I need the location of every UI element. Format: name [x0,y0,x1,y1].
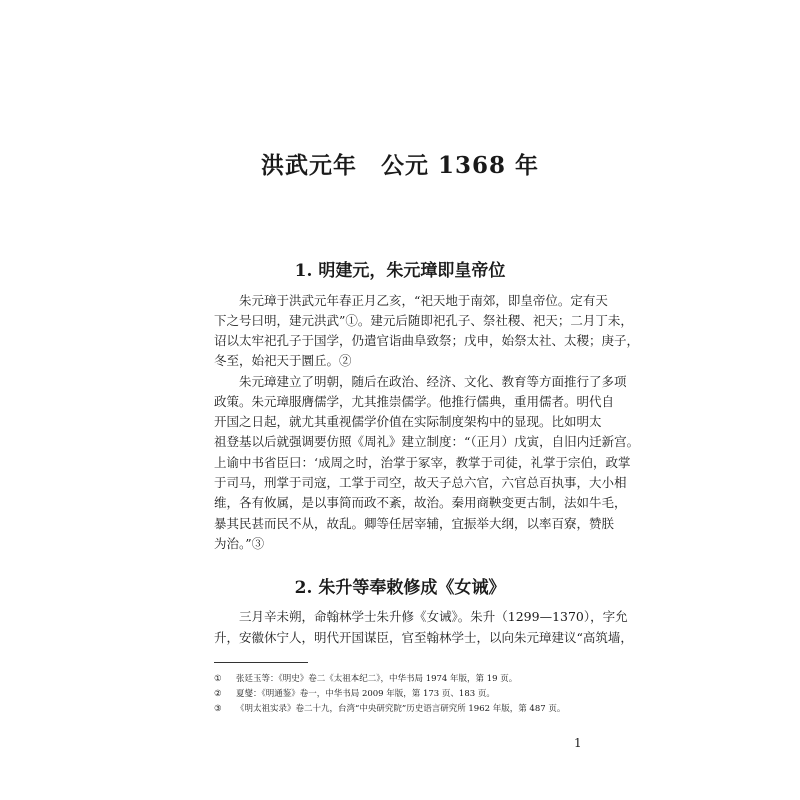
footnote-text: 张廷玉等：《明史》卷二《太祖本纪二》，中华书局 1974 年版，第 19 页。 [236,674,518,684]
page-title: 洪武元年 公元 1368 年 [260,152,540,179]
body-line: 下之号曰明，建元洪武”①。建元后随即祀孔子、祭社稷、祀天；二月丁未， [214,313,633,328]
body-line: 于司马，刑掌于司寇，工掌于司空，故天子总六官，六官总百执事，大小相 [214,475,627,490]
body-line: 朱元璋建立了明朝，随后在政治、经济、文化、教育等方面推行了多项 [214,374,627,389]
footnote-mark: ① [214,674,222,684]
footnote-mark: ② [214,689,222,699]
footnote-1 [214,674,517,685]
body-line: 暴其民甚而民不从，故乱。卿等任居宰辅，宜振举大纲，以率百寮，赞朕 [214,516,615,531]
body-line: 三月辛未朔，命翰林学士朱升修《女诫》。朱升（1299—1370），字允 [214,609,628,624]
body-line: 升，安徽休宁人，明代开国谋臣，官至翰林学士，以向朱元璋建议“高筑墙， [214,630,633,645]
footnote-mark: ③ [214,704,222,714]
body-line: 朱元璋于洪武元年春正月乙亥，“祀天地于南郊，即皇帝位。定有天 [214,293,608,308]
footnote-text: 夏燮：《明通鉴》卷一，中华书局 2009 年版，第 173 页、183 页。 [236,689,495,699]
body-line: 冬至，始祀天于圜丘。② [214,353,352,368]
body-line: 政策。朱元璋服膺儒学，尤其推崇儒学。他推行儒典，重用儒者。明代自 [214,394,615,409]
body-line: 开国之日起，就尤其重视儒学价值在实际制度架构中的显现。比如明太 [214,414,602,429]
section-heading-1: 1. 明建元，朱元璋即皇帝位 [294,261,506,281]
footnote-text: 《明太祖实录》卷二十九，台湾“中央研究院”历史语言研究所 1962 年版，第 487 页。 [236,704,566,714]
body-line: 为治。”③ [214,536,265,551]
section-heading-2: 2. 朱升等奉敕修成《女诫》 [294,578,506,598]
footnote-3 [214,704,565,715]
body-line: 上谕中书省臣曰：‘成周之时，治掌于冢宰，教掌于司徒，礼掌于宗伯，政掌 [214,455,631,470]
body-line: 祖登基以后就强调要仿照《周礼》建立制度：“（正月）戊寅，自旧内迁新宫。 [214,434,640,449]
body-line: 维，各有攸属，是以事简而政不紊，故治。秦用商鞅变更古制，法如牛毛， [214,495,627,510]
page-number: 1 [574,736,582,750]
footnote-rule [214,662,308,663]
body-line: 诏以太牢祀孔子于国学，仍遣官诣曲阜致祭；戊申，始祭太社、太稷；庚子， [214,333,640,348]
footnote-2 [214,689,495,700]
